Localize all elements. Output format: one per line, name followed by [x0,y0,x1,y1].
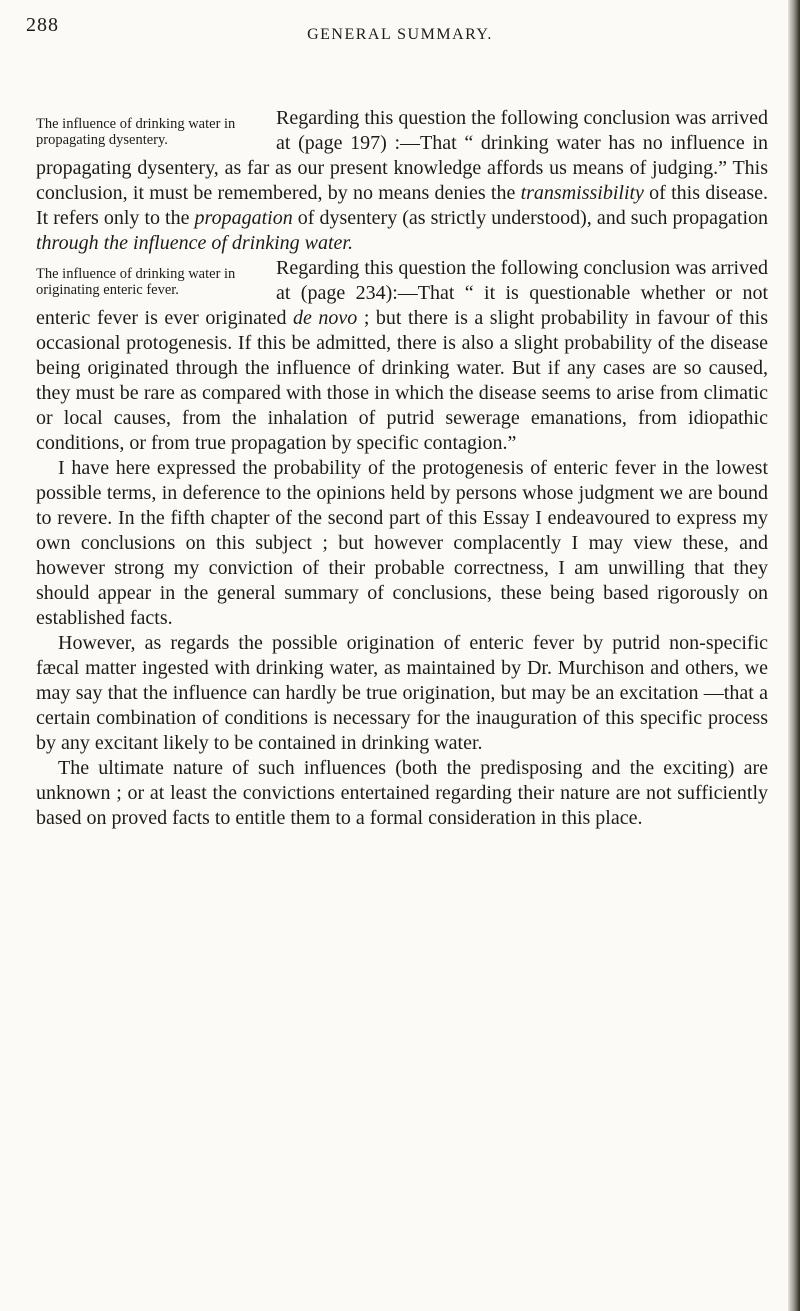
paragraph-enteric-fever: The influence of drinking water in originating enteric fever. Regarding this question the following conclusion was arrived at (page 234):—That “ it is questionable whether or not enteric fever is ever originated de novo ; but there is a slight probability in favour of this occasional protogenesis. If this be admitted, there is also a slight probability of the disease being originated through the influence of drinking water. But if any cases are so caused, they must be rare as compared with those in which the disease seems to arise from climatic or local causes, from the inhalation of putrid sewerage emanations, from idiopathic conditions, or from true propagation by specific contagion.” [36,257,768,454]
paragraph-protogenesis: I have here expressed the probability of the protogenesis of enteric fever in the lowest possible terms, in deference to the opinions held by persons whose judgment we are bound to revere. In the fifth chapter of the second part of this Essay I endeavoured to express my own conclusions on this subject ; but however complacently I may view these, and however strong my conviction of their probable correctness, I am unwilling that they should appear in the general summary of conclusions, these being based rigorously on established facts. [36,457,768,629]
paragraph-dysentery: The influence of drinking water in propagating dysentery. Regarding this question the following conclusion was arrived at (page 197) :—That “ drinking water has no influence in propagating dysentery, as far as our present knowledge affords us means of judging.” This conclusion, it must be remembered, by no means denies the transmissibility of this disease. It refers only to the propagation of dysentery (as strictly understood), and such propagation through the influence of drinking water. [36,107,768,254]
running-title: GENERAL SUMMARY. [307,26,493,43]
sidenote-dysentery: The influence of drinking water in propagating dysentery. [36,116,236,148]
page-number: 288 [26,14,59,36]
page-edge-shadow [788,0,800,1311]
sidenote-enteric-fever: The influence of drinking water in originating enteric fever. [36,266,236,298]
paragraph-excitation: However, as regards the possible origination of enteric fever by putrid non-specific fæcal matter ingested with drinking water, as maintained by Dr. Murchison and others, we may say that the influence can hardly be true origination, but may be an excitation —that a certain combination of conditions is necessary for the inauguration of this specific process by any excitant likely to be contained in drinking water. [36,632,768,754]
body-text [36,106,768,831]
paragraph-ultimate-nature: The ultimate nature of such influences (both the predisposing and the exciting) are unknown ; or at least the convictions entertained regarding their nature are not sufficiently based on proved facts to entitle them to a formal consideration in this place. [36,757,768,829]
